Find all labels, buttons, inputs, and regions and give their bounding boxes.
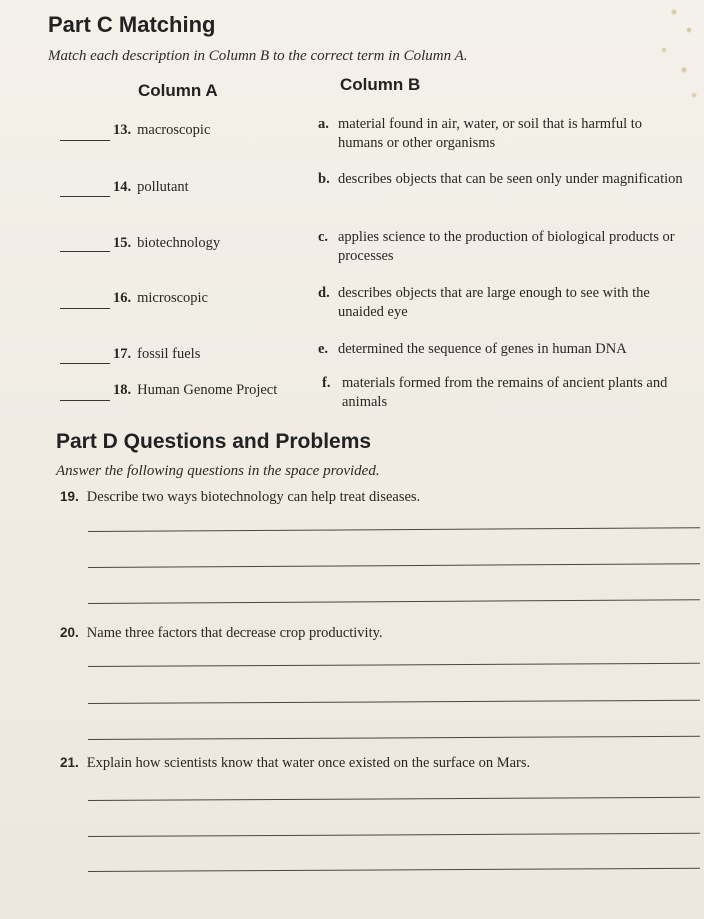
definition-letter: f. bbox=[322, 375, 331, 391]
definition-letter: b. bbox=[318, 171, 330, 187]
definition-f bbox=[322, 374, 692, 412]
question-text: Name three factors that decrease crop productivity. bbox=[86, 625, 383, 641]
term-text: biotechnology bbox=[137, 235, 221, 251]
answer-line-19-3[interactable] bbox=[88, 599, 700, 604]
term-number: 13. bbox=[113, 122, 132, 138]
term-15 bbox=[113, 235, 220, 252]
question-19 bbox=[60, 489, 420, 506]
term-13 bbox=[113, 122, 210, 139]
definition-text: materials formed from the remains of ancient plants and animals bbox=[342, 375, 668, 410]
term-text: pollutant bbox=[137, 179, 189, 195]
term-text: macroscopic bbox=[137, 122, 211, 138]
question-21 bbox=[60, 755, 530, 772]
answer-line-21-1[interactable] bbox=[88, 797, 700, 801]
definition-letter: d. bbox=[318, 285, 330, 301]
question-number: 20. bbox=[60, 625, 79, 640]
definition-letter: e. bbox=[318, 341, 329, 357]
term-text: fossil fuels bbox=[137, 346, 201, 362]
term-18 bbox=[113, 382, 277, 399]
definition-letter: c. bbox=[318, 229, 329, 245]
definition-b bbox=[318, 170, 688, 189]
definition-d bbox=[318, 284, 688, 322]
term-16 bbox=[113, 290, 208, 307]
column-b-header: Column B bbox=[340, 75, 421, 94]
term-number: 17. bbox=[113, 346, 132, 362]
definition-e bbox=[318, 340, 688, 359]
answer-blank-15[interactable] bbox=[60, 251, 110, 252]
definition-text: material found in air, water, or soil that is harmful to humans or other organisms bbox=[338, 116, 643, 151]
term-text: microscopic bbox=[137, 290, 208, 306]
term-14 bbox=[113, 179, 189, 196]
answer-blank-13[interactable] bbox=[60, 140, 110, 141]
part-c-instructions: Match each description in Column B to the correct term in Column A. bbox=[48, 48, 468, 64]
term-number: 16. bbox=[113, 290, 132, 306]
answer-line-20-3[interactable] bbox=[88, 736, 700, 740]
answer-blank-18[interactable] bbox=[60, 400, 110, 401]
part-d-heading: Part D Questions and Problems bbox=[56, 430, 372, 453]
answer-line-20-2[interactable] bbox=[88, 700, 700, 704]
answer-blank-16[interactable] bbox=[60, 308, 110, 309]
definition-text: determined the sequence of genes in human DNA bbox=[338, 341, 627, 357]
term-number: 14. bbox=[113, 179, 132, 195]
definition-c bbox=[318, 228, 688, 266]
paper-speckle bbox=[644, 0, 704, 120]
answer-line-19-1[interactable] bbox=[88, 527, 700, 532]
answer-blank-14[interactable] bbox=[60, 196, 110, 197]
part-c-heading: Part C Matching bbox=[48, 12, 216, 37]
term-number: 18. bbox=[113, 382, 132, 398]
definition-text: applies science to the production of biological products or processes bbox=[338, 229, 675, 264]
question-20 bbox=[60, 625, 383, 642]
part-d-instructions: Answer the following questions in the space provided. bbox=[56, 463, 380, 479]
definition-letter: a. bbox=[318, 116, 329, 132]
answer-line-21-2[interactable] bbox=[88, 833, 700, 837]
question-text: Describe two ways biotechnology can help treat diseases. bbox=[86, 489, 421, 505]
answer-line-20-1[interactable] bbox=[88, 663, 700, 667]
answer-line-21-3[interactable] bbox=[88, 868, 700, 872]
term-17 bbox=[113, 346, 200, 363]
question-number: 19. bbox=[60, 489, 79, 504]
answer-blank-17[interactable] bbox=[60, 363, 110, 364]
term-text: Human Genome Project bbox=[137, 382, 278, 398]
question-text: Explain how scientists know that water once existed on the surface on Mars. bbox=[86, 755, 531, 771]
answer-line-19-2[interactable] bbox=[88, 563, 700, 568]
question-number: 21. bbox=[60, 755, 79, 770]
column-a-header: Column A bbox=[138, 81, 218, 100]
term-number: 15. bbox=[113, 235, 132, 251]
definition-a bbox=[318, 115, 688, 153]
definition-text: describes objects that are large enough to see with the unaided eye bbox=[338, 285, 650, 320]
definition-text: describes objects that can be seen only under magnification bbox=[338, 171, 683, 187]
